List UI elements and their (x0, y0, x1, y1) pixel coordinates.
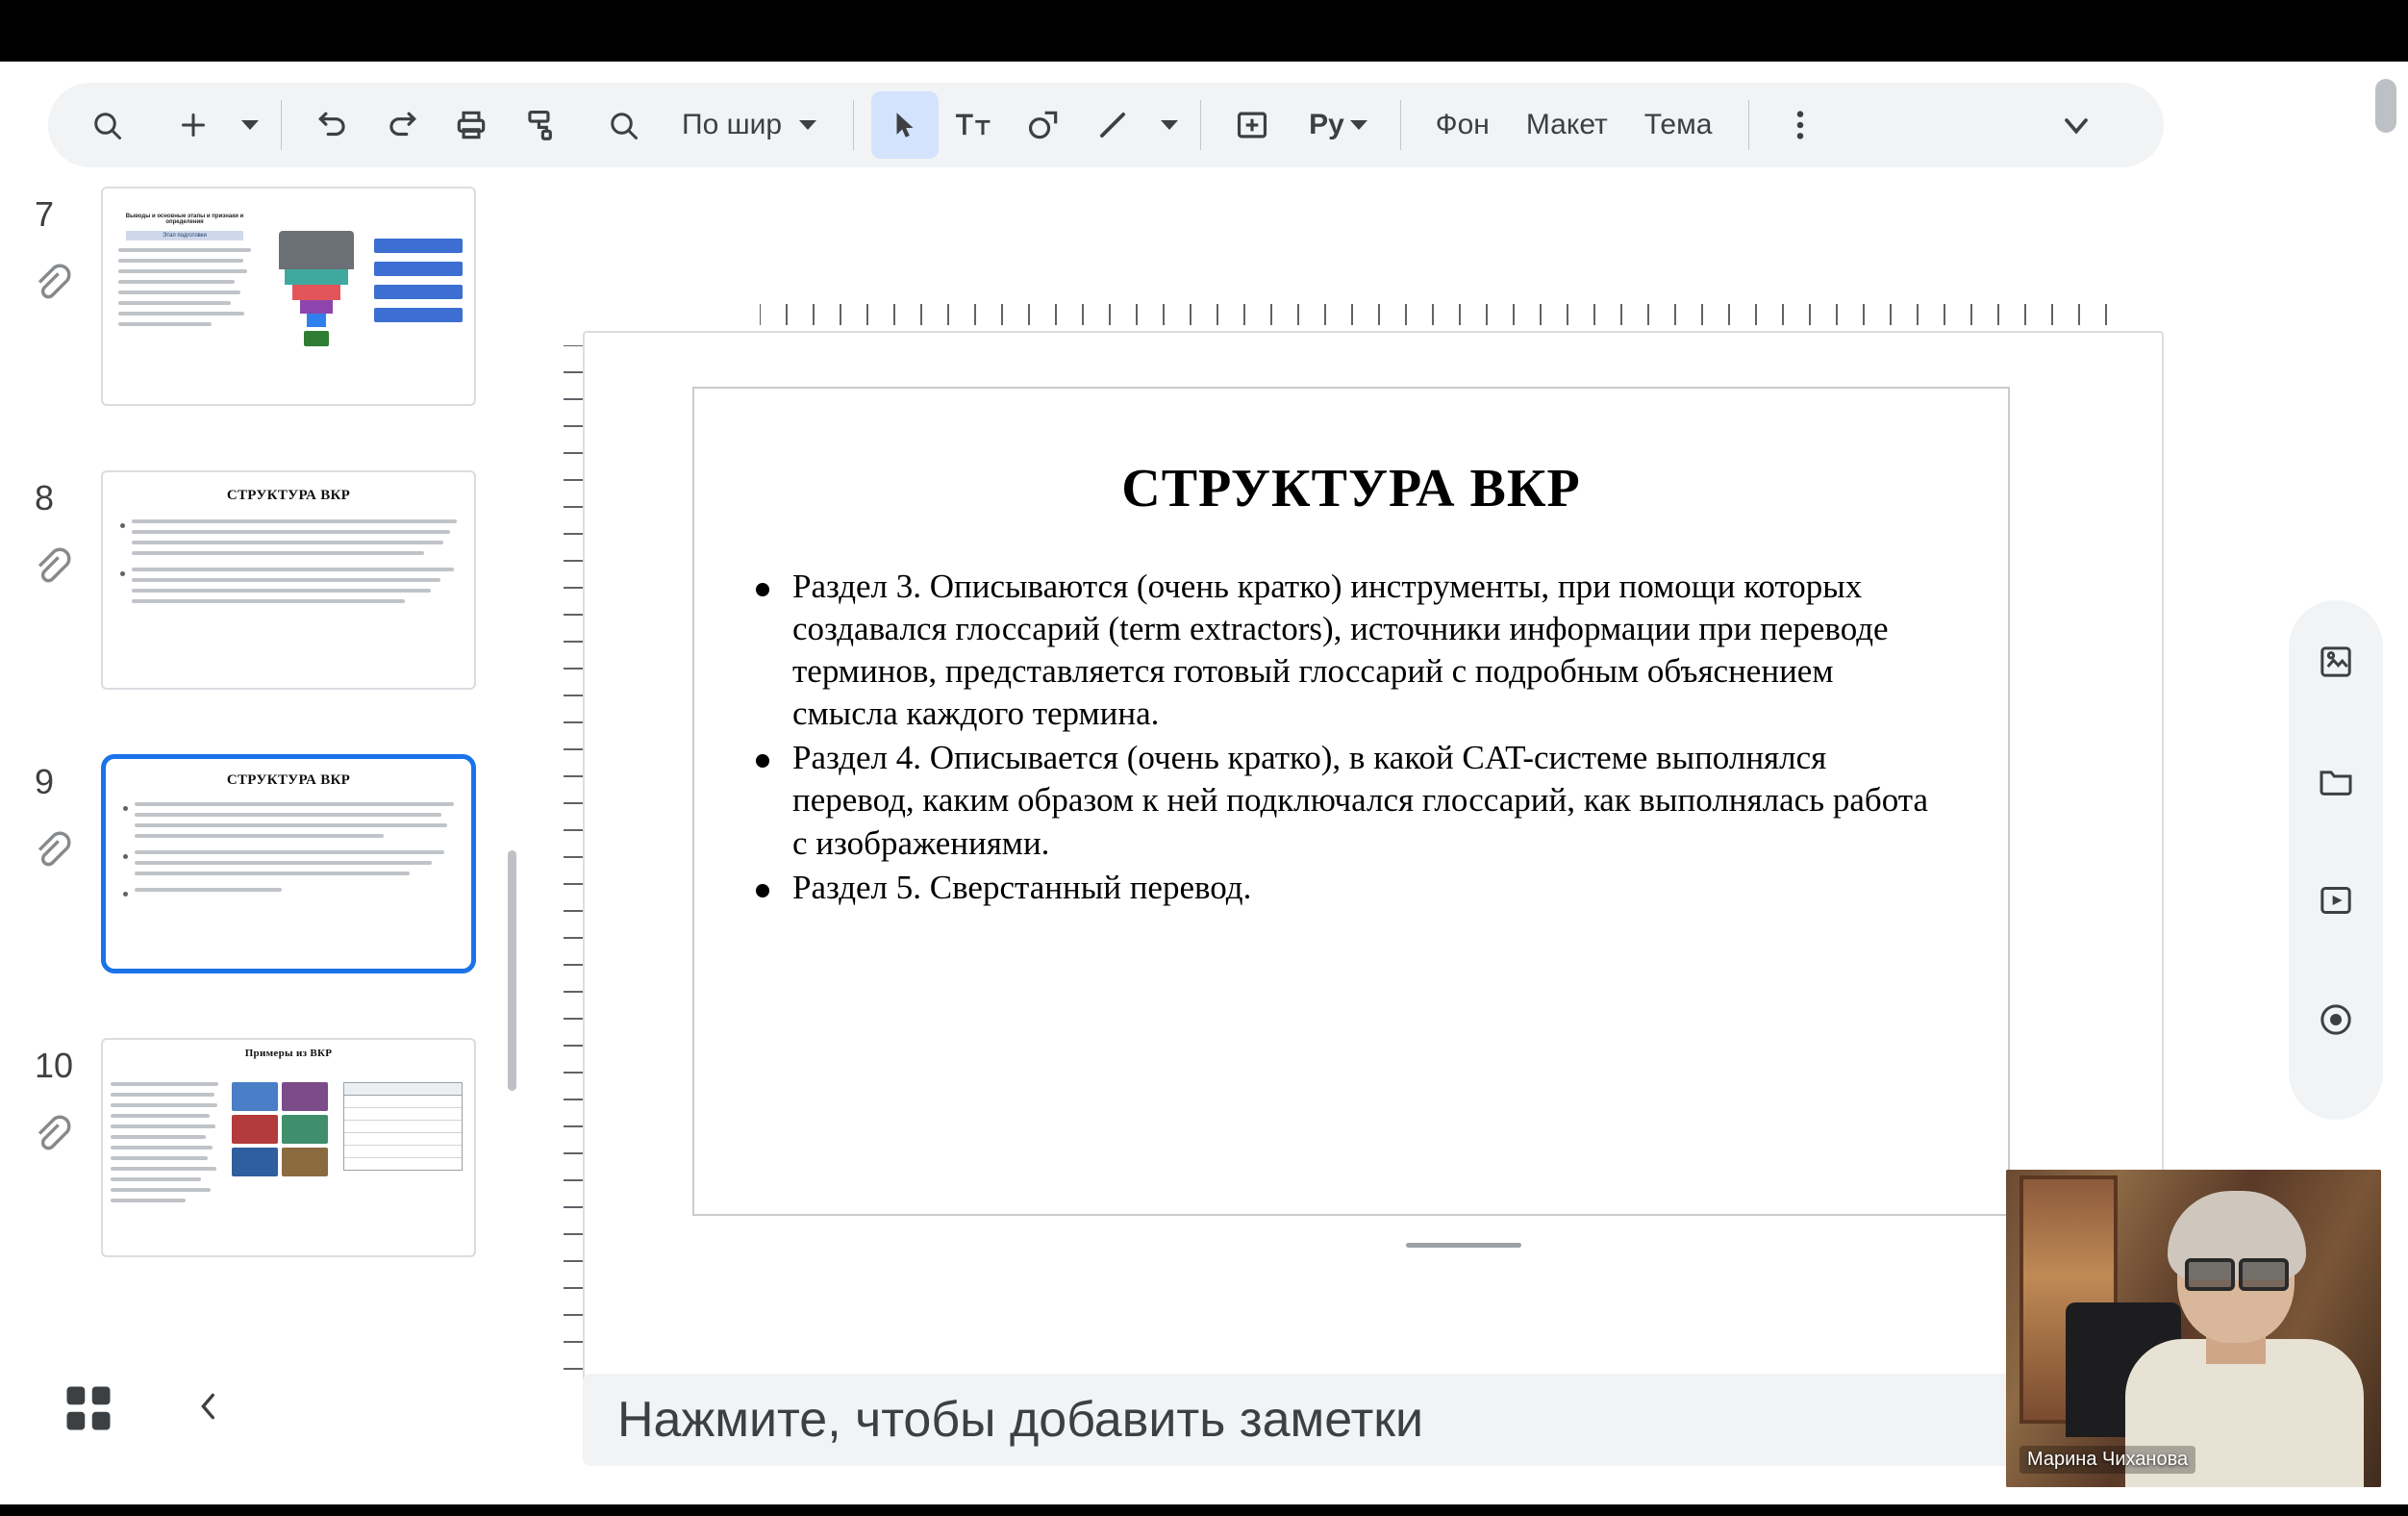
collapse-toolbar-button[interactable] (2043, 91, 2110, 159)
grid-view-icon[interactable] (60, 1379, 117, 1437)
chevron-down-icon (1350, 120, 1367, 130)
background-label: Фон (1435, 109, 1490, 140)
toolbar-divider (1200, 100, 1201, 150)
slide-bullet-text: Раздел 4. Описывается (очень кратко), в какой CAT-системе выполнялся перевод, каким образом к ней подключался глоссарий, как выполнялась работа с изображениями. (792, 739, 1928, 862)
attachment-icon (29, 829, 73, 873)
add-slide-button[interactable] (160, 91, 227, 159)
theme-label: Тема (1643, 109, 1713, 140)
participant-name: Марина Чиханова (2019, 1446, 2195, 1474)
explore-icon[interactable] (2299, 625, 2372, 698)
thumb-title: СТРУКТУРА ВКР (226, 488, 351, 503)
select-tool-button[interactable] (871, 91, 939, 159)
slide-number: 9 (35, 762, 55, 801)
undo-button[interactable] (299, 91, 366, 159)
layout-label: Макет (1525, 109, 1608, 140)
slide-body[interactable] (756, 566, 1946, 909)
thumb-bullets (123, 802, 454, 898)
slide-number: 8 (35, 478, 55, 518)
toolbar (48, 83, 2164, 167)
toolbar-divider (1400, 100, 1401, 150)
presentation-editor (0, 62, 2408, 1504)
bullet-dot-icon (756, 884, 769, 897)
chevron-down-icon (1161, 120, 1178, 130)
thumb-image-grid (232, 1082, 332, 1176)
slide-title[interactable]: СТРУКТУРА ВКР (1121, 459, 1581, 518)
slide-bullet (756, 737, 1946, 864)
speaker-notes-placeholder: Нажмите, чтобы добавить заметки (617, 1392, 1424, 1448)
chevron-down-icon (799, 120, 816, 130)
thumb-bullets (120, 519, 457, 610)
shape-tool-button[interactable] (1010, 91, 1077, 159)
speaker-notes-input[interactable] (583, 1374, 2112, 1466)
zoom-button[interactable] (589, 91, 657, 159)
filmstrip-row (0, 187, 519, 466)
print-button[interactable] (438, 91, 505, 159)
slide-bullet-text: Раздел 3. Описываются (очень кратко) инструменты, при помощи которых создавался глоссарий (term extractors), источники информации при переводе терминов, представляется готовый глоссарий с подробным объяснением смысла каждого термина. (792, 568, 1889, 733)
zoom-level-value: По шир (682, 109, 783, 140)
attachment-icon (29, 1113, 73, 1157)
thumb-text-block: Выводы и основные этапы и признаки и определения Этап подготовки (113, 214, 257, 333)
insert-image-button[interactable] (1218, 91, 1286, 159)
collapse-filmstrip-icon[interactable] (183, 1379, 237, 1433)
thumb-text-column (111, 1082, 218, 1209)
toolbar-divider (281, 100, 282, 150)
attachment-icon (29, 545, 73, 590)
webcam-video-tile[interactable] (2006, 1170, 2381, 1487)
glasses-icon (2185, 1258, 2289, 1283)
horizontal-ruler (760, 304, 2125, 333)
thumb-funnel-graphic (272, 231, 361, 356)
filmstrip-row (0, 754, 519, 1033)
slide-bullet (756, 566, 1946, 735)
filmstrip-scrollbar[interactable] (508, 850, 516, 1091)
slide-thumbnail-8[interactable] (101, 470, 476, 690)
slide-thumbnail-7[interactable] (101, 187, 476, 406)
chevron-down-icon (241, 120, 259, 130)
search-icon[interactable] (73, 91, 140, 159)
more-options-icon[interactable] (1767, 91, 1834, 159)
bullet-dot-icon (756, 754, 769, 768)
paint-format-button[interactable] (507, 91, 574, 159)
filmstrip-row (0, 470, 519, 749)
line-tool-button[interactable] (1079, 91, 1146, 159)
line-tool-menu-button[interactable] (1148, 91, 1181, 159)
vertical-ruler (556, 345, 585, 1394)
zoom-level-selector[interactable] (659, 91, 834, 159)
filmstrip-row (0, 1038, 519, 1317)
vertical-scrollbar-thumb[interactable] (2375, 79, 2396, 133)
add-slide-menu-button[interactable] (229, 91, 262, 159)
slide-thumbnail-9[interactable] (101, 754, 476, 973)
present-icon[interactable] (2299, 864, 2372, 937)
record-icon[interactable] (2299, 983, 2372, 1056)
notes-resize-handle[interactable] (1406, 1243, 1521, 1248)
attachment-icon (29, 262, 73, 306)
language-label: Ру (1309, 109, 1344, 140)
slide-number: 10 (35, 1046, 74, 1085)
toolbar-divider (1748, 100, 1749, 150)
slide-bullet-text: Раздел 5. Сверстанный перевод. (792, 868, 1252, 906)
bullet-dot-icon (756, 583, 769, 596)
current-slide[interactable] (692, 387, 2010, 1216)
slide-bullet (756, 867, 1946, 909)
slide-filmstrip[interactable] (0, 187, 519, 1379)
thumb-table (343, 1082, 463, 1171)
thumb-title: Примеры из ВКР (244, 1048, 333, 1059)
toolbar-divider (853, 100, 854, 150)
theme-button[interactable] (1627, 91, 1730, 159)
background-button[interactable] (1418, 91, 1507, 159)
slide-number: 7 (35, 194, 55, 234)
thumb-bars-graphic (374, 239, 463, 331)
text-box-button[interactable] (941, 91, 1008, 159)
redo-button[interactable] (368, 91, 436, 159)
slide-thumbnail-10[interactable] (101, 1038, 476, 1257)
folder-icon[interactable] (2299, 745, 2372, 818)
side-rail (2289, 600, 2383, 1120)
layout-button[interactable] (1509, 91, 1625, 159)
thumb-title: СТРУКТУРА ВКР (226, 772, 351, 788)
language-button[interactable] (1288, 91, 1381, 159)
